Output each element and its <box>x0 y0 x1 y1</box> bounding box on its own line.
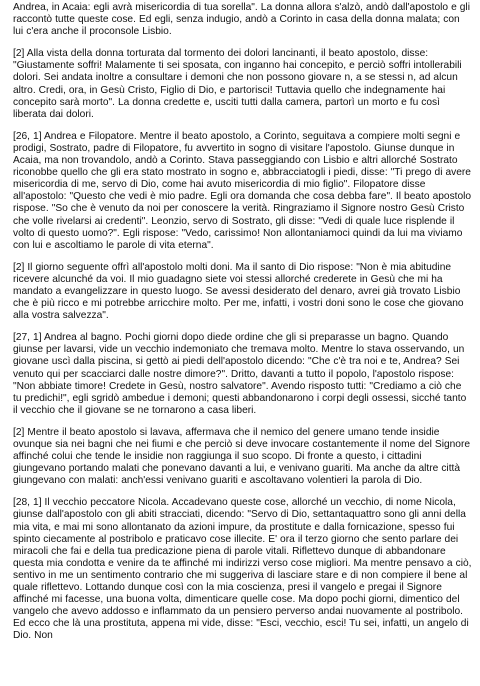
paragraph-27-1: [27, 1] Andrea al bagno. Pochi giorni dopo diede ordine che gli si preparasse un bagno. Quando giunse per lavarsi, vide un vecchio indemoniato che tremava molto. Mentre lo stava osservando, un giovane uscì dalla piscina, si gettò ai piedi dell'apostolo dicendo: "Che c'è tra noi e te, Andrea? Sei venuto qui per scacciarci dalle nostre dimore?". Dritto, davanti a tutto il popolo, l'apostolo rispose: "Non abbiate timore! Credete in Gesù, nostro salvatore". Avendo risposto tutti: "Crediamo a ciò che tu predichi!", egli sgridò ambedue i demoni; questi abbandonarono i corpi degli ossessi, sicché tanto il vecchio che il giovane se ne tornarono a casa liberi. <box>13 332 467 416</box>
paragraph-28-1: [28, 1] Il vecchio peccatore Nicola. Accadevano queste cose, allorché un vecchio, di nome Nicola, giunse dall'apostolo con gli abiti stracciati, dicendo: "Servo di Dio, settantaquattro sono gli anni della mia vita, e mai mi sono allontanato da azioni impure, da prostitute e dalla fornicazione, spesso fui spinto ciecamente al postribolo e praticavo cose illecite. E' ora il terzo giorno che sento parlare dei miracoli che fai e della tua predicazione piena di parole vitali. Riflettevo dunque di abbandonare questa mia condotta e venire da te affinché mi indirizzi verso cose migliori. Ma mentre pensavo a ciò, sentivo in me un sentimento contrario che mi suggeriva di lasciare stare e di non compiere il bene al quale riflettevo. Lottando dunque così con la mia coscienza, presi il vangelo e pregai il Signore affinché mi facesse, una buona volta, dimenticare quelle cose. Ma dopo pochi giorni, dimentico del vangelo che avevo addosso e inflammato da un pensiero perverso andai nuovamente al postribolo. Ed ecco che là una prostituta, appena mi vide, disse: "Esci, vecchio, esci! Tu sei, infatti, un angelo di Dio. Non <box>13 497 472 642</box>
paragraph-continuation: Andrea, in Acaia: egli avrà misericordia di tua sorella". La donna allora s'alzò, andò dall'apostolo e gli raccontò tutte queste cose. Ed egli, senza indugio, andò a Corinto in casa della donna malata; con lui c'era anche il proconsole Lisbio. <box>13 2 470 38</box>
paragraph-27-2: [2] Mentre il beato apostolo si lavava, affermava che il nemico del genere umano tende insidie ovunque sia nei bagni che nei fiumi e che perciò si deve invocare costantemente il nome del Signore affinché colui che tende le insidie non raggiunga il suo scopo. Di fronte a questo, i cittadini giungevano portando malati che ponevano davanti a lui, e venivano guariti. Ma anche da altre città giungevano con malati: anch'essi venivano guariti e ascoltavano volentieri la parola di Dio. <box>13 426 471 487</box>
paragraph-26-1: [26, 1] Andrea e Filopatore. Mentre il beato apostolo, a Corinto, seguitava a compiere molti segni e prodigi, Sostrato, padre di Filopatore, fu avvertito in sogno di visitare l'apostolo. Giunse dunque in Acaia, ma non trovandolo, andò a Corinto. Stava passeggiando con Lisbio e altri allorché Sostrato riconobbe quello che gli era stato mostrato in sogno e, abbracciatogli i piedi, disse: "Ti prego di avere misericordia di me, servo di Dio, come hai avuto misericordia di mio figlio". Filopatore disse all'apostolo: "Questo che vedi è mio padre. Egli ora domanda che cosa debba fare". Il beato apostolo rispose. "So che è venuto da noi per conoscere la verità. Ringraziamo il Signore nostro Gesù Cristo che volle rivelarsi ai credenti". Leonzio, servo di Sostrato, gli disse: "Vedi di quale luce risplende il volto di questo uomo?". Egli rispose: "Vedo, carissimo! Non allontaniamoci quindi da lui ma viviamo con lui e ascoltiamo le parole di vita eterna". <box>13 130 472 251</box>
paragraph-25-2: [2] Alla vista della donna torturata dal tormento dei dolori lancinanti, il beato apostolo, disse: "Giustamente soffri! Malamente ti sei sposata, con inganno hai concepito, e perciò soffri intollerabili dolori. Sei andata inoltre a consultare i demoni che non possono giovare n, a se stessi n, ad alcun altro. Credi, ora, in Gesù Cristo, Figlio di Dio, e partorisci! Tuttavia quello che indegnamente hai concepito sarà morto". La donna credette e, usciti tutti dalla camera, partorì un morto e fu così liberata dai dolori. <box>13 48 462 120</box>
paragraph-26-2: [2] Il giorno seguente offrì all'apostolo molti doni. Ma il santo di Dio rispose: "Non è mia abitudine ricevere alcunché da voi. Il mio guadagno siete voi stessi allorché crederete in Gesù che mi ha mandato a evangelizzare in questo luogo. Se avessi desiderato del denaro, avrei già trovato Lisbio che è più ricco e mi potrebbe arricchire molto. Per me, infatti, i vostri doni sono le cose che giovano alla vostra salvezza". <box>13 261 464 322</box>
